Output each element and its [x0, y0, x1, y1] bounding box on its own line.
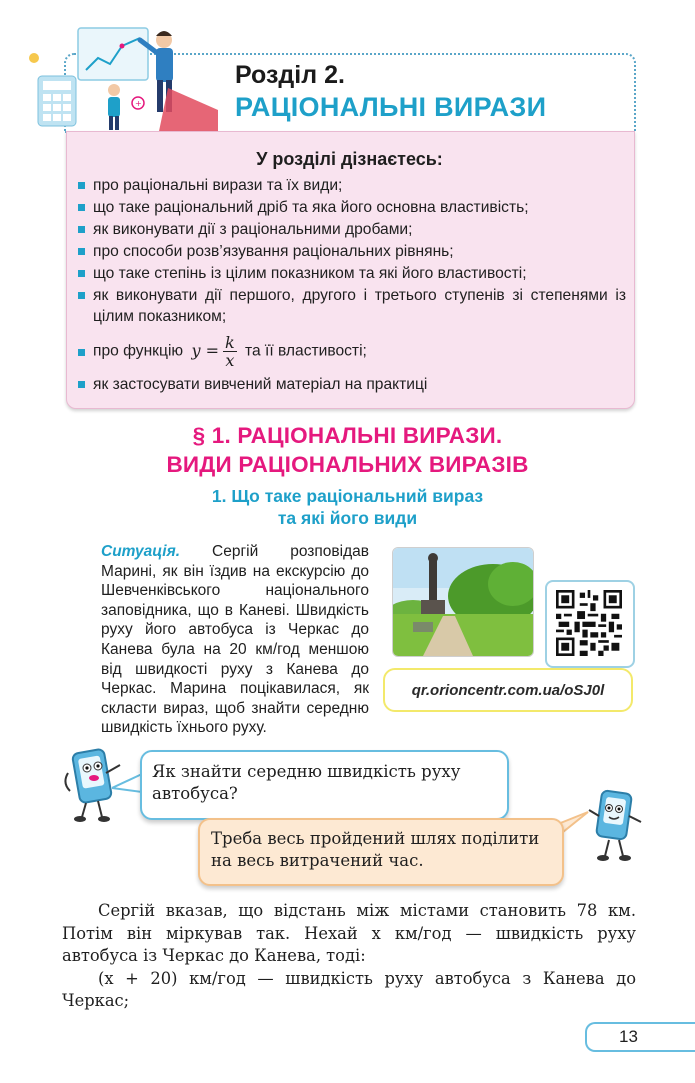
bullet-icon: [78, 270, 85, 277]
teacher-illustration: [18, 18, 218, 136]
list-item: як застосувати вивчений матеріал на практиці: [78, 375, 626, 396]
bullet-icon: [78, 204, 85, 211]
learn-heading: У розділі дізнаєтесь:: [256, 149, 443, 169]
list-item: що таке раціональний дріб та яка його основна властивість;: [78, 198, 626, 219]
qr-link[interactable]: qr.orioncentr.com.ua/oSJ0l: [383, 668, 633, 712]
body-paragraph: (x + 20) км/год — швидкість руху автобуса з Канева до Черкас;: [62, 968, 636, 1010]
robot-character-icon: [585, 786, 645, 864]
list-item: як виконувати дії з раціональними дробами;: [78, 220, 626, 241]
list-item-function: про функцію y = $\frac{k}{x}$ та її властивості;: [78, 334, 626, 369]
list-item: про способи розв’язування раціональних рівнянь;: [78, 242, 626, 263]
bullet-icon: [78, 292, 85, 299]
body-text: [62, 900, 636, 1013]
bullet-icon: [78, 226, 85, 233]
chapter-label: Розділ 2.: [235, 61, 345, 89]
chapter-title: РАЦІОНАЛЬНІ ВИРАЗИ: [235, 92, 547, 122]
learn-list: [78, 176, 626, 397]
question-text: Як знайти середню швидкість руху автобуса?: [152, 762, 461, 803]
list-item: що таке степінь із цілим показником та які його властивості;: [78, 264, 626, 285]
page-number: 13: [585, 1022, 695, 1052]
situation-paragraph: Ситуація. Сергій розповідав Марині, як він їздив на екскурсію до Шевченківського національного заповідника, що в Каневі. Швидкість руху його автобуса із Черкас до Канева була на 20 км/год меншою від швидкості руху з Канева до Черкас. Марина поцікавилася, як скласти вираз, щоб знайти середню швидкість їхнього руху.: [101, 543, 369, 737]
qr-box[interactable]: [545, 580, 635, 668]
qr-code[interactable]: [556, 590, 622, 656]
bullet-icon: [78, 349, 85, 356]
list-item: про раціональні вирази та їх види;: [78, 176, 626, 197]
list-item: як виконувати дії першого, другого і третього ступенів зі степенями із цілим показником;: [78, 286, 626, 327]
subsection-title: 1. Що таке раціональний вираз та які його види: [211, 486, 484, 528]
answer-text: Треба весь пройдений шлях поділити на весь витрачений час.: [211, 829, 540, 870]
bullet-icon: [78, 182, 85, 189]
function-formula: y = $\frac{k}{x}$: [191, 332, 235, 370]
monument-photo: [392, 547, 534, 657]
svg-text:+: +: [135, 99, 142, 108]
section-title: § 1. РАЦІОНАЛЬНІ ВИРАЗИ. ВИДИ РАЦІОНАЛЬНИХ ВИРАЗІВ: [166, 423, 529, 477]
bullet-icon: [78, 248, 85, 255]
bullet-icon: [78, 381, 85, 388]
body-paragraph: Сергій вказав, що відстань між містами становить 78 км. Потім він міркував так. Нехай x км/год — швидкість руху автобуса із Черкас до Канева, тоді:: [62, 901, 636, 965]
